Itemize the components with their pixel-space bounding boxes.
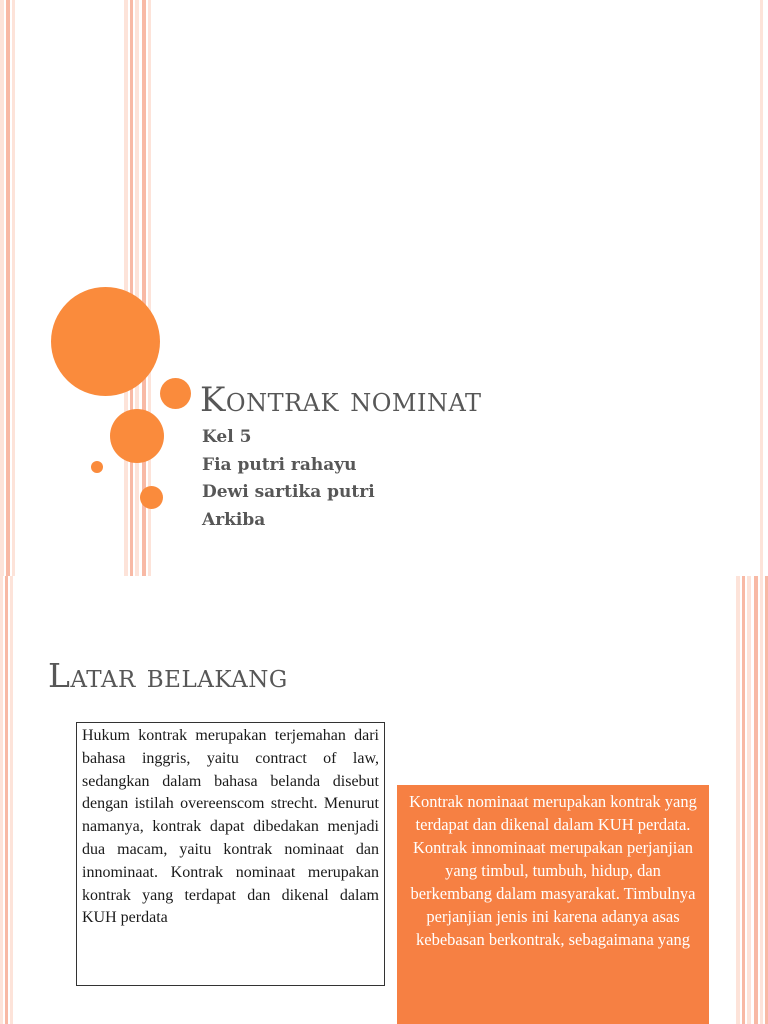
body-text: Hukum kontrak merupakan terjemahan dari bahasa inggris, yaitu contract of law, sedangkan dalam bahasa belanda disebut dengan istilah overeenscom strecht. Menurut namanya, kontrak dapat dibedakan menjadi dua macam, yaitu kontrak nominaat dan innominaat. Kontrak nominaat merupakan kontrak yang terdapat dan dikenal dalam KUH perdata — [82, 727, 379, 927]
decorative-stripe — [747, 576, 751, 1024]
decorative-stripe — [0, 0, 4, 576]
decorative-stripe — [5, 576, 8, 1024]
subtitle-line-member: Fia putri rahayu — [202, 454, 357, 475]
highlight-box — [397, 785, 709, 1024]
decorative-stripe — [742, 576, 745, 1024]
subtitle-line-group: Kel 5 — [202, 427, 252, 447]
decorative-circle-medium — [110, 409, 164, 463]
decorative-stripe — [12, 0, 15, 576]
highlight-text: Kontrak nominaat merupakan kontrak yang terdapat dan dikenal dalam KUH perdata. Kontrak innominaat merupakan perjanjian yang timbul, tumbuh, hidup, dan berkembang dalam masyarakat. Timbulnya perjanjian jenis ini karena adanya asas kebebasan berkontrak, sebagaimana yang — [409, 792, 697, 949]
decorative-stripe — [0, 576, 3, 1024]
decorative-stripe — [130, 0, 133, 576]
decorative-stripe — [736, 576, 740, 1024]
decorative-stripe — [760, 576, 763, 1024]
decorative-stripe — [6, 0, 10, 576]
decorative-stripe — [10, 576, 13, 1024]
subtitle-line-member: Arkiba — [202, 509, 266, 530]
slide-title: Kontrak nominat — [200, 380, 482, 420]
decorative-stripe — [135, 0, 139, 576]
slide-2 — [0, 576, 768, 1024]
decorative-circle-small — [140, 486, 163, 509]
decorative-stripe — [754, 576, 758, 1024]
decorative-stripe — [760, 0, 763, 576]
text-box — [76, 722, 385, 986]
decorative-circle-small — [160, 378, 191, 409]
slide-title: Latar belakang — [48, 656, 288, 695]
subtitle — [202, 424, 375, 534]
decorative-circle-large — [51, 287, 160, 396]
decorative-circle-tiny — [91, 461, 103, 473]
subtitle-line-member: Dewi sartika putri — [202, 482, 375, 502]
decorative-stripe — [124, 0, 128, 576]
